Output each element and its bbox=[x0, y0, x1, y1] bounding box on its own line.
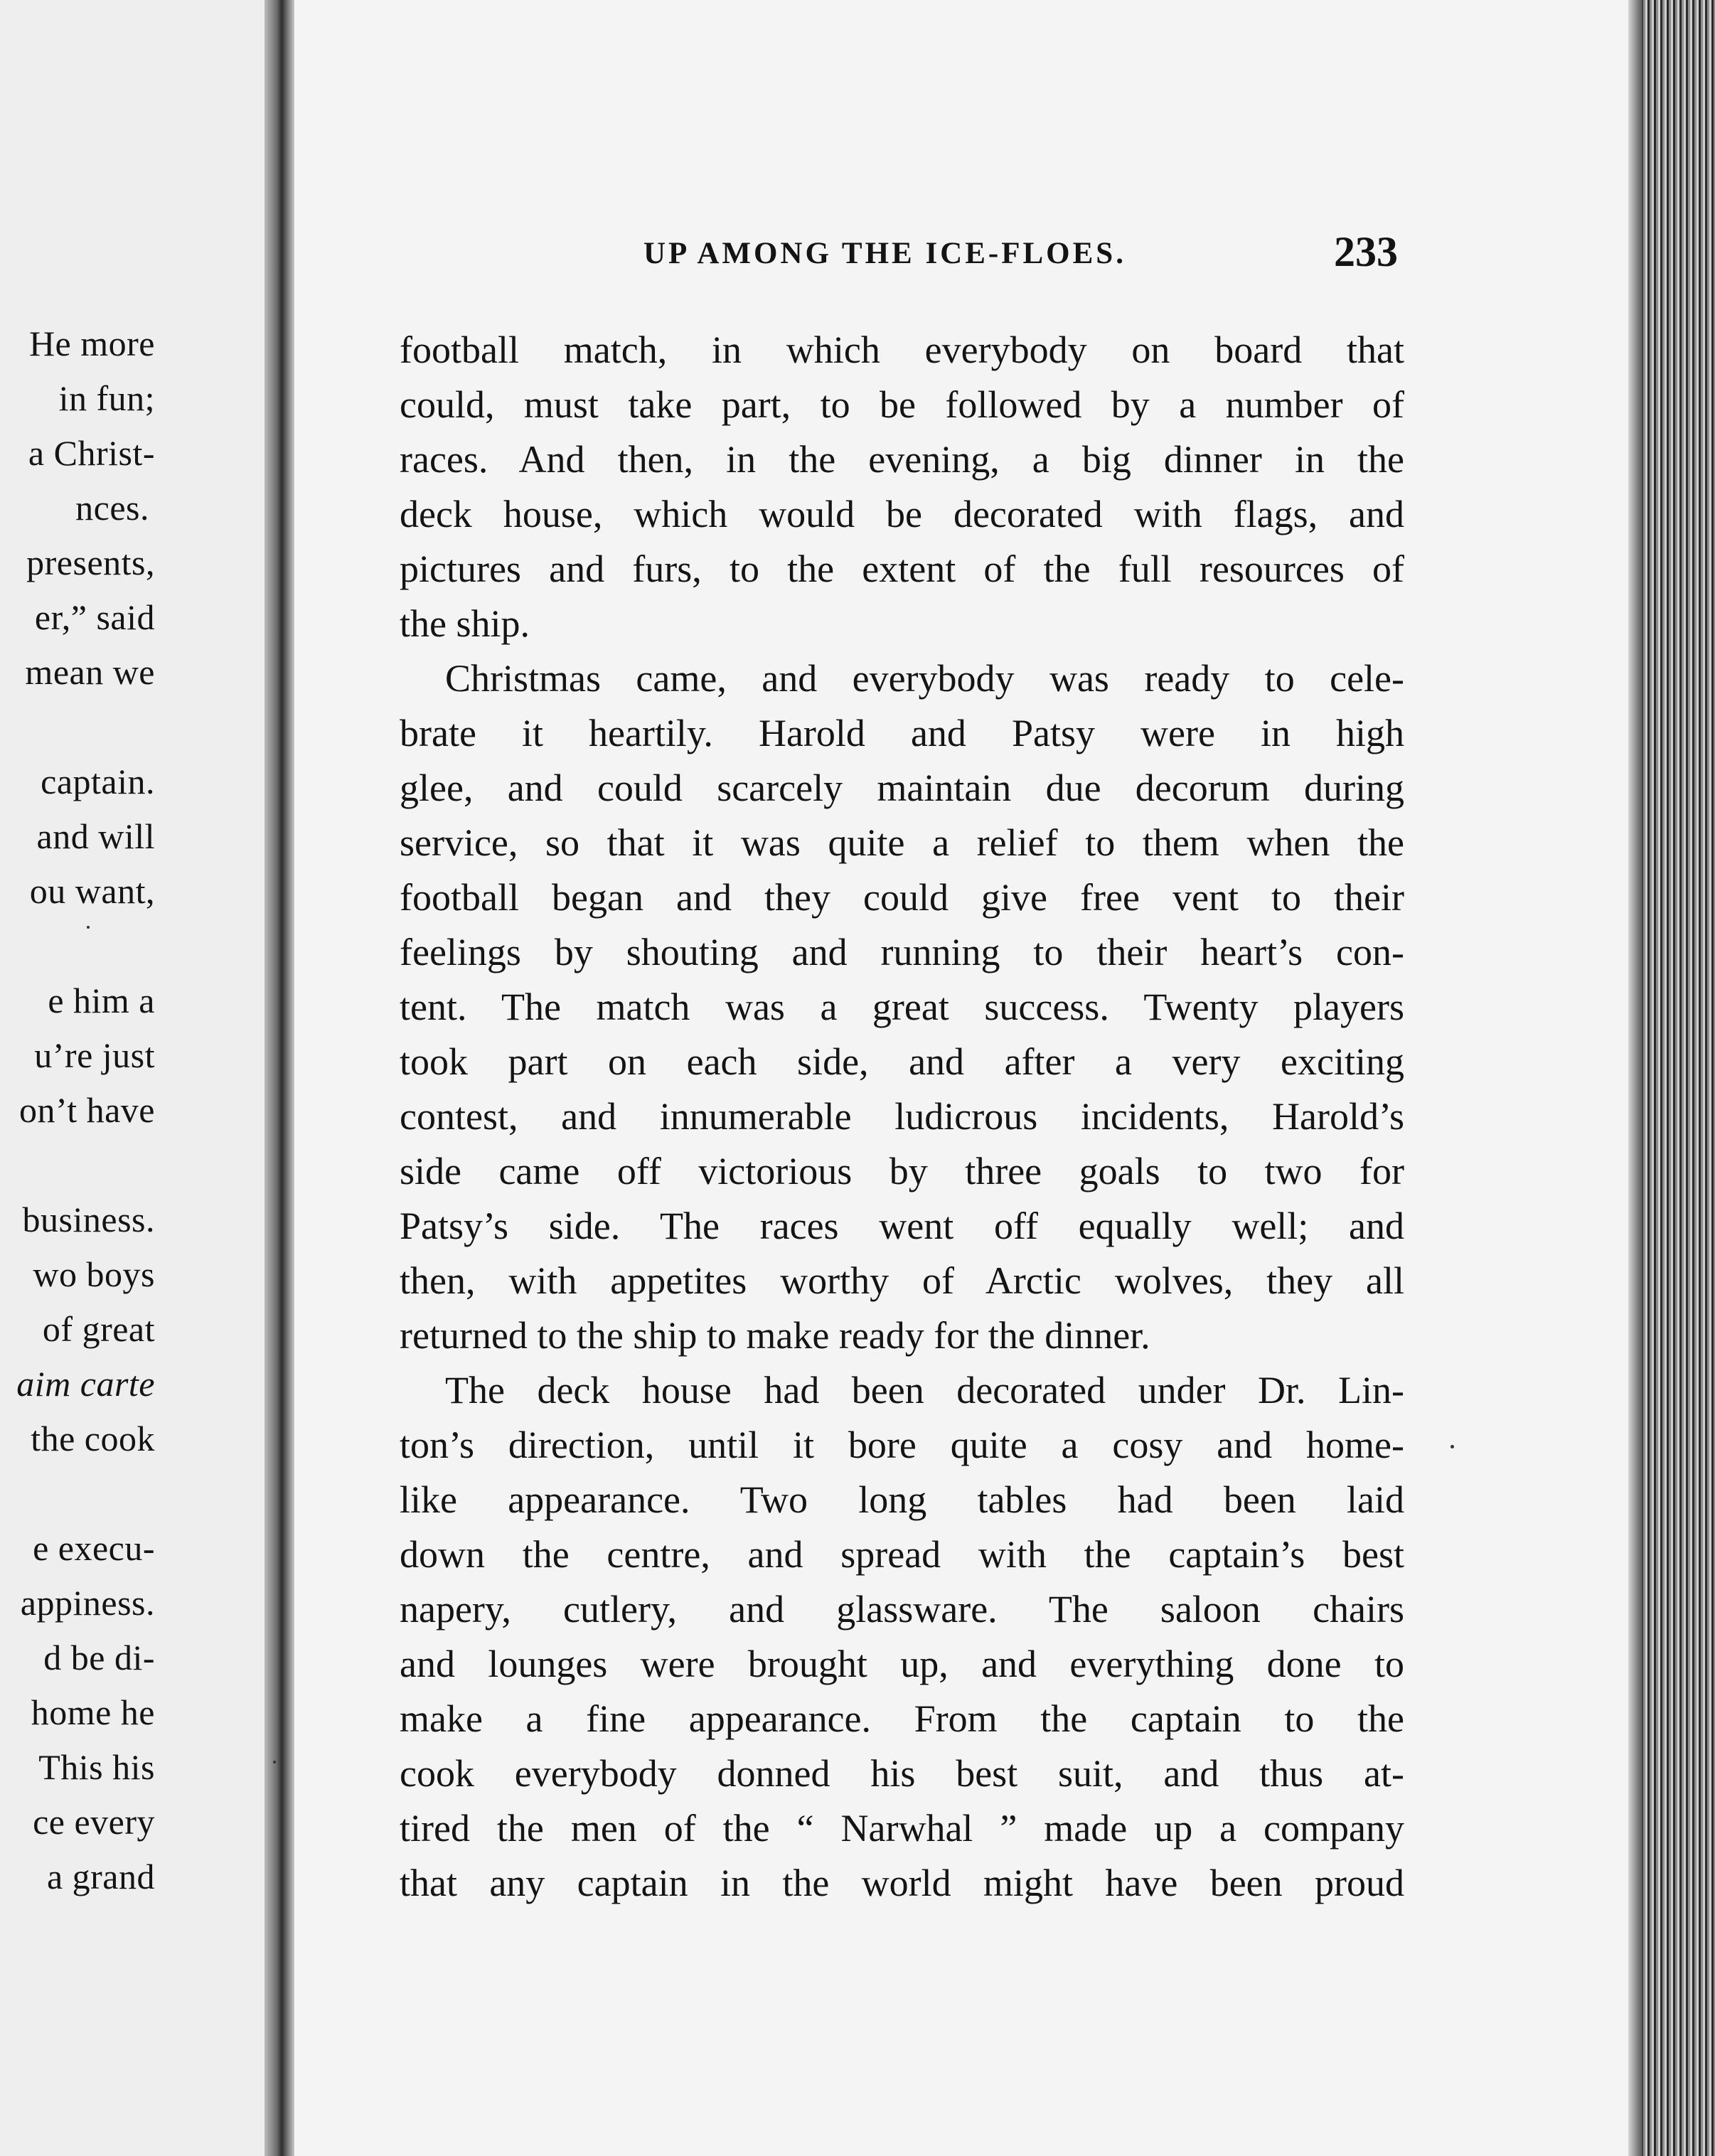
left-page-line: a grand bbox=[46, 1857, 155, 1896]
text-line: feelings by shouting and running to their heart’s con- bbox=[400, 931, 1404, 973]
left-page-line: er,” said bbox=[34, 597, 155, 637]
scan-speck bbox=[1450, 1445, 1454, 1448]
left-page-line: home he bbox=[31, 1692, 155, 1732]
page-number: 233 bbox=[1334, 228, 1398, 275]
text-line: and lounges were brought up, and everything done to bbox=[400, 1643, 1404, 1685]
text-line: football match, in which everybody on board that bbox=[400, 329, 1404, 371]
scan-speck bbox=[87, 926, 90, 929]
text-line: make a fine appearance. From the captain to the bbox=[400, 1697, 1404, 1740]
left-page-line: the cook bbox=[31, 1419, 155, 1458]
text-line: the ship. bbox=[400, 602, 530, 645]
left-page-line: d be di- bbox=[43, 1638, 155, 1677]
left-page-line: of great bbox=[42, 1309, 155, 1349]
left-page-line: in fun; bbox=[58, 378, 155, 418]
text-line: then, with appetites worthy of Arctic wolves, they all bbox=[400, 1259, 1404, 1302]
text-line: races. And then, in the evening, a big dinner in the bbox=[400, 438, 1404, 481]
left-page-line: on’t have bbox=[18, 1090, 155, 1130]
left-page-line: and will bbox=[36, 816, 155, 856]
text-line: ton’s direction, until it bore quite a cosy and home- bbox=[400, 1424, 1404, 1466]
text-line: brate it heartily. Harold and Patsy were in high bbox=[400, 712, 1404, 754]
left-page-line: ce every bbox=[33, 1802, 155, 1842]
text-line: football began and they could give free vent to their bbox=[400, 876, 1404, 919]
body-text bbox=[400, 323, 1404, 1911]
book-gutter bbox=[265, 0, 296, 2156]
text-line: The deck house had been decorated under Dr. Lin- bbox=[445, 1369, 1404, 1411]
text-line: Christmas came, and everybody was ready to cele- bbox=[445, 657, 1404, 700]
left-facing-page bbox=[0, 0, 269, 2156]
left-page-line: wo boys bbox=[33, 1254, 155, 1294]
left-page-line: aim carte bbox=[16, 1364, 155, 1404]
text-line: Patsy’s side. The races went off equally well; and bbox=[400, 1205, 1404, 1247]
text-line: down the centre, and spread with the captain’s best bbox=[400, 1533, 1404, 1576]
left-page-line: e him a bbox=[48, 981, 155, 1020]
left-page-line: a Christ- bbox=[28, 433, 155, 473]
left-page-line: nces. bbox=[75, 488, 149, 528]
left-page-line: presents, bbox=[26, 543, 155, 582]
text-line: tired the men of the “ Narwhal ” made up a company bbox=[400, 1807, 1404, 1850]
text-line: service, so that it was quite a relief to them when the bbox=[400, 821, 1404, 864]
left-page-line: ou want, bbox=[29, 871, 155, 911]
left-page-line: appiness. bbox=[20, 1583, 155, 1623]
text-line: cook everybody donned his best suit, and thus at- bbox=[400, 1752, 1404, 1795]
left-page-line: This his bbox=[38, 1747, 155, 1787]
left-page-line: u’re just bbox=[34, 1035, 155, 1075]
left-page-line: captain. bbox=[41, 762, 155, 801]
text-line: glee, and could scarcely maintain due decorum during bbox=[400, 767, 1404, 809]
left-page-line: mean we bbox=[25, 652, 155, 692]
text-line: side came off victorious by three goals to two for bbox=[400, 1150, 1404, 1192]
text-line: took part on each side, and after a very exciting bbox=[400, 1040, 1404, 1083]
text-line: like appearance. Two long tables had been laid bbox=[400, 1478, 1404, 1521]
text-line: could, must take part, to be followed by a number of bbox=[400, 383, 1404, 426]
running-head: UP AMONG THE ICE-FLOES. bbox=[643, 237, 1126, 270]
page-edge-shadow bbox=[1628, 0, 1642, 2156]
left-page-line: He more bbox=[28, 324, 155, 363]
text-line: contest, and innumerable ludicrous incidents, Harold’s bbox=[400, 1095, 1404, 1138]
text-line: napery, cutlery, and glassware. The saloon chairs bbox=[400, 1588, 1404, 1631]
text-line: that any captain in the world might have been proud bbox=[400, 1862, 1404, 1904]
text-line: returned to the ship to make ready for the dinner. bbox=[400, 1314, 1150, 1357]
left-page-line: e execu- bbox=[33, 1528, 155, 1568]
text-line: tent. The match was a great success. Twenty players bbox=[400, 986, 1404, 1028]
scan-speck bbox=[273, 1761, 276, 1763]
text-line: deck house, which would be decorated with flags, and bbox=[400, 493, 1404, 535]
left-page-line: business. bbox=[22, 1200, 155, 1239]
text-line: pictures and furs, to the extent of the full resources of bbox=[400, 548, 1404, 590]
